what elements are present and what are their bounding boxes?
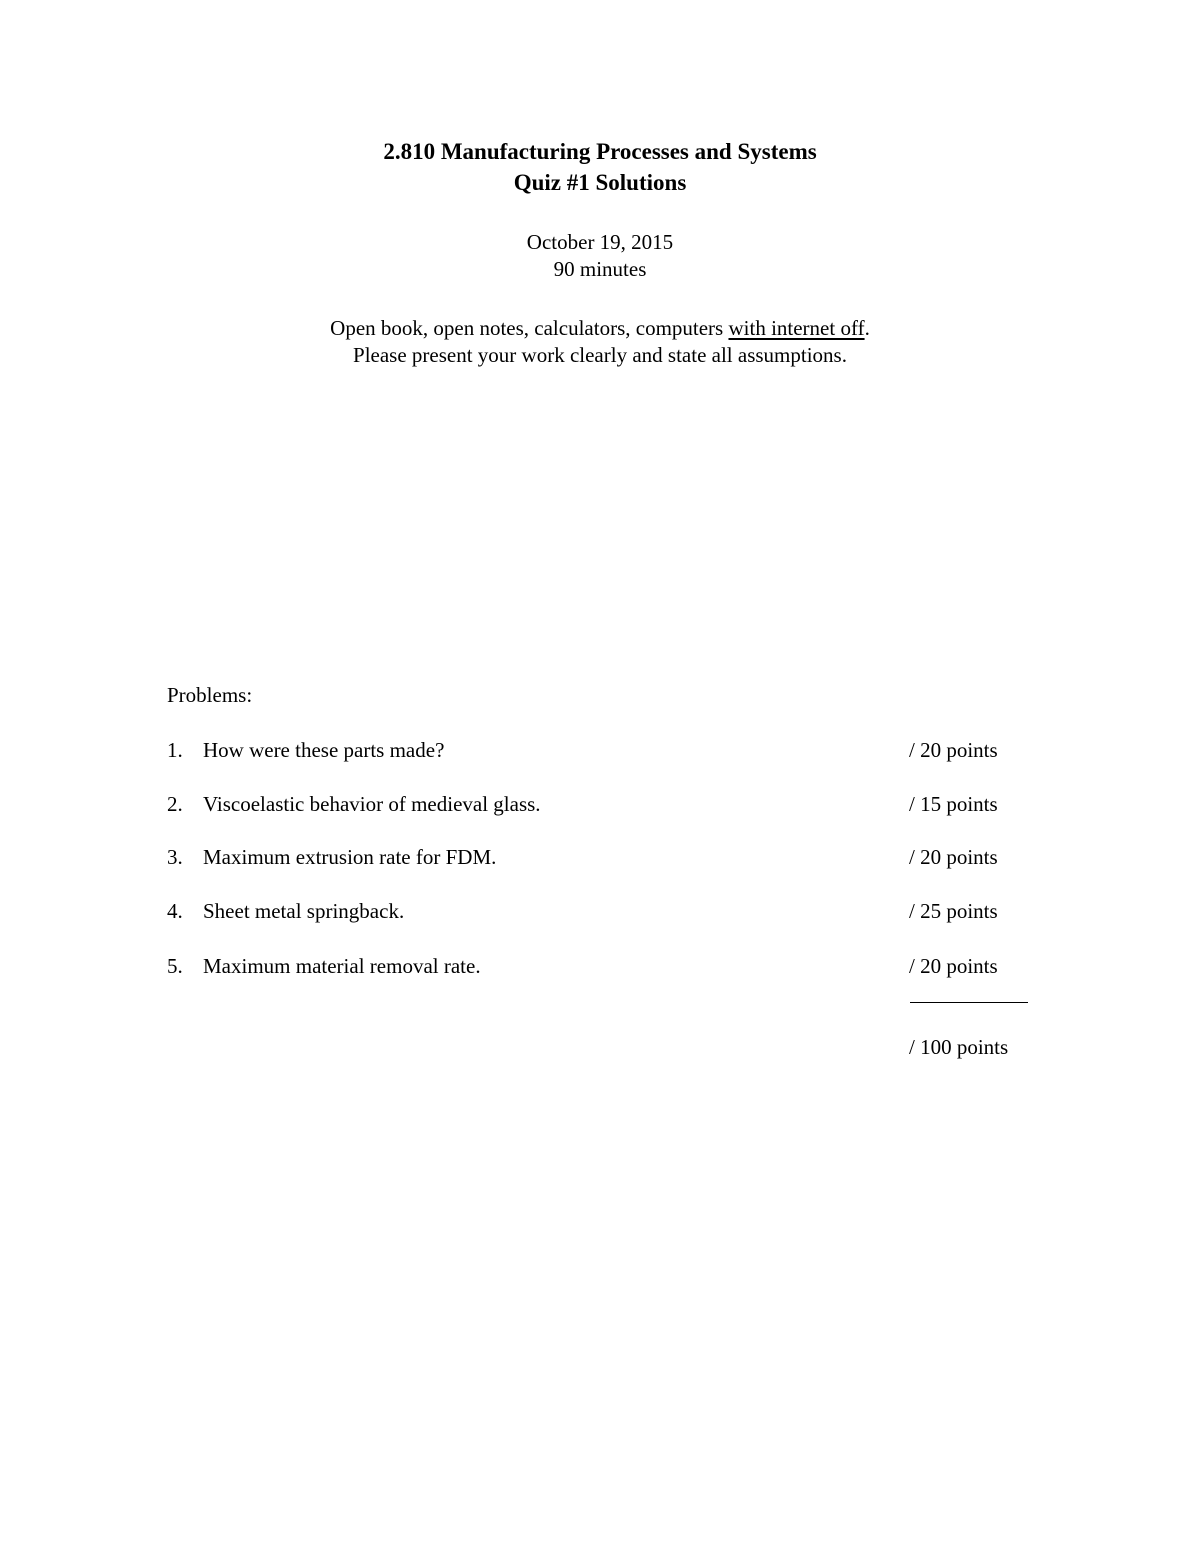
quiz-duration: 90 minutes [553,257,647,281]
problem-row [167,898,1027,924]
total-divider [910,1002,1028,1003]
problem-number: 4. [167,899,183,923]
quiz-title: Quiz #1 Solutions [513,170,687,195]
problem-points: / 20 points [909,738,998,762]
problem-row [167,844,1027,870]
problem-row [167,737,1027,763]
problem-points: / 20 points [909,954,998,978]
total-points: / 100 points [909,1035,1009,1059]
problem-row [167,791,1027,817]
problem-description: Maximum extrusion rate for FDM. [203,845,497,869]
problem-number: 3. [167,845,183,869]
problem-points: / 15 points [909,792,998,816]
problem-points: / 20 points [909,845,998,869]
instructions-underlined: with internet off [728,316,865,340]
problem-points: / 25 points [909,899,998,923]
quiz-date: October 19, 2015 [526,230,674,254]
problem-number: 2. [167,792,183,816]
problem-number: 5. [167,954,183,978]
problem-description: Sheet metal springback. [203,899,405,923]
problem-description: How were these parts made? [203,738,445,762]
course-title: 2.810 Manufacturing Processes and Systems [383,139,817,164]
problem-description: Maximum material removal rate. [203,954,481,978]
instructions-line-2: Please present your work clearly and state all assumptions. [353,343,847,367]
instructions-line-1 [0,315,1200,341]
problem-description: Viscoelastic behavior of medieval glass. [203,792,541,816]
problems-heading: Problems: [167,683,253,707]
problem-row [167,953,1027,979]
instructions-prefix: Open book, open notes, calculators, computers [330,316,729,340]
instructions-suffix: . [864,316,870,340]
problem-number: 1. [167,738,183,762]
